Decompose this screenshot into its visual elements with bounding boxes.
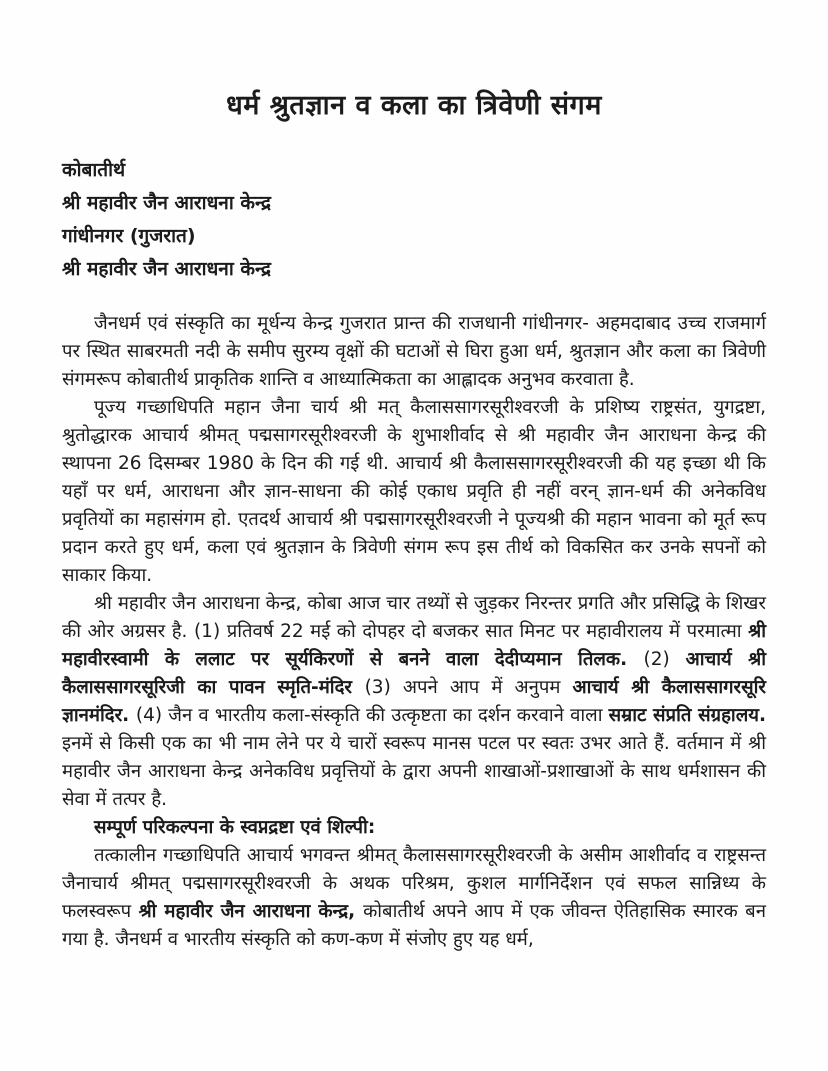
- bold-run-tilak: श्री महावीरस्वामी के ललाट पर सूर्यकिरणों से बनने वाला देदीप्यमान तिलक.: [62, 621, 766, 670]
- bold-run-gyanmandir: आचार्य श्री कैलाससागरसूरि ज्ञानमंदिर.: [62, 677, 766, 726]
- address-line-centre-name: श्री महावीर जैन आराधना केन्द्र: [62, 192, 271, 214]
- address-block: [62, 154, 766, 286]
- bold-run-centre-name: श्री महावीर जैन आराधना केन्द्र,: [138, 901, 364, 922]
- text-run: श्री महावीर जैन आराधना केन्द्र, कोबा आज चार तथ्यों से जुड़कर निरन्तर प्रगति और प्रसिद्धि के शिखर की ओर अग्रसर है. (1) प्रतिवर्ष 22 मई को दोपहर दो बजकर सात मिनट पर महावीरालय में परमात्मा: [62, 593, 766, 642]
- paragraph-four-facts: [62, 590, 766, 814]
- text-run: कोबातीर्थ अपने आप में एक जीवन्त ऐतिहासिक स्मारक बन गया है. जैनधर्म व भारतीय संस्कृति को कण-कण में संजोए हुए यह धर्म,: [62, 901, 766, 950]
- text-run: (4) जैन व भारतीय कला-संस्कृति की उत्कृष्टता का दर्शन करवाने वाला: [135, 705, 609, 726]
- paragraph-intro: [62, 310, 766, 394]
- text-run: जैनधर्म एवं संस्कृति का मूर्धन्य केन्द्र गुजरात प्रान्त की राजधानी गांधीनगर- अहमदाबाद उच्च राजमार्ग पर स्थित साबरमती नदी के समीप सुरम्य वृक्षों की घटाओं से घिरा हुआ धर्म, श्रुतज्ञान और कला का त्रिवेणी संगमरूप कोबातीर्थ प्राकृतिक शान्ति व आध्यात्मिकता का आह्लादक अनुभव करवाता है.: [62, 313, 766, 390]
- text-run: (3) अपने आप में अनुपम: [364, 677, 573, 698]
- text-run: (2): [643, 649, 686, 670]
- paragraph-visionary: [62, 842, 766, 954]
- text-run: पूज्य गच्छाधिपति महान जैना चार्य श्री मत् कैलाससागरसूरीश्वरजी के प्रशिष्य राष्ट्रसंत, युगद्रष्टा, श्रुतोद्धारक आचार्य श्रीमत् पद्मसागरसूरीश्वरजी के शुभाशीर्वाद से श्री महावीर जैन आराधना केन्द्र की स्थापना 26 दिसम्बर 1980 के दिन की गई थी. आचार्य श्री कैलाससागरसूरीश्वरजी की यह इच्छा थी कि यहाँ पर धर्म, आराधना और ज्ञान-साधना की कोई एकाध प्रवृति ही नहीं वरन् ज्ञान-धर्म की अनेकविध प्रवृतियों का महासंगम हो. एतदर्थ आचार्य श्री पद्मसागरसूरीश्वरजी ने पूज्यश्री की महान भावना को मूर्त रूप प्रदान करते हुए धर्म, कला एवं श्रुतज्ञान के त्रिवेणी संगम रूप इस तीर्थ को विकसित कर उनके सपनों को साकार किया.: [62, 397, 766, 586]
- text-run: इनमें से किसी एक का भी नाम लेने पर ये चारों स्वरूप मानस पटल पर स्वतः उभर आते हैं. वर्तमान में श्री महावीर जैन आराधना केन्द्र अनेकविध प्रवृत्तियों के द्वारा अपनी शाखाओं-प्रशाखाओं के साथ धर्मशासन की सेवा में तत्पर है.: [62, 733, 766, 810]
- paragraph-founding: [62, 394, 766, 590]
- address-line-centre-name-repeat: श्री महावीर जैन आराधना केन्द्र: [62, 258, 271, 280]
- bold-run-smriti-mandir: आचार्य श्री कैलाससागरसूरिजी का पावन स्मृति-मंदिर: [62, 649, 766, 698]
- bold-run-museum: सम्राट संप्रति संग्रहालय.: [608, 705, 766, 726]
- document-body: [62, 310, 766, 954]
- text-run: तत्कालीन गच्छाधिपति आचार्य भगवन्त श्रीमत् कैलाससागरसूरीश्वरजी के असीम आशीर्वाद व राष्ट्रसन्त जैनाचार्य श्रीमत् पद्मसागरसूरीश्वरजी के अथक परिश्रम, कुशल मार्गनिर्देशन एवं सफल सान्निध्य के फलस्वरूप: [62, 845, 766, 922]
- section-heading-visionary: सम्पूर्ण परिकल्पना के स्वप्नद्रष्टा एवं शिल्पी:: [94, 817, 376, 838]
- address-line-city: गांधीनगर (गुजरात): [62, 225, 196, 247]
- page-title: धर्म श्रुतज्ञान व कला का त्रिवेणी संगम: [226, 90, 602, 121]
- address-line-tirth-name: कोबातीर्थ: [62, 159, 126, 181]
